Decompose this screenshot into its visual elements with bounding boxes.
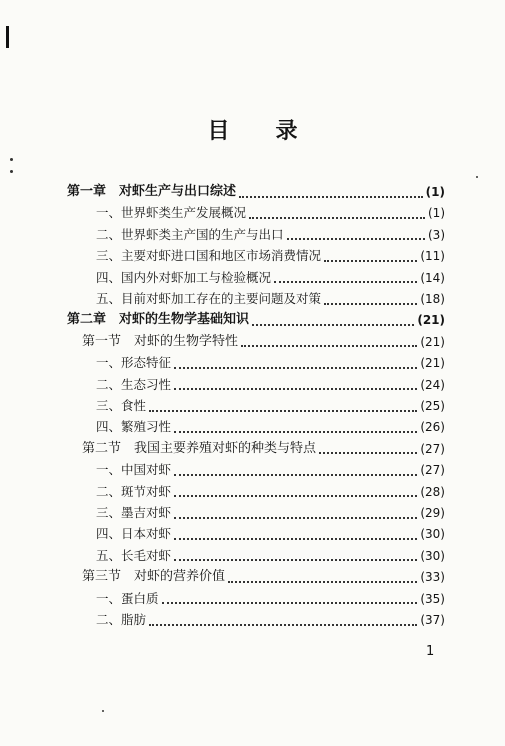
dot-leader: [174, 558, 417, 561]
page-number: 1: [426, 644, 435, 659]
toc-entry-label: 四、日本对虾: [96, 526, 172, 542]
toc-entry-page: (21): [420, 356, 445, 371]
toc-item: [96, 353, 445, 373]
toc-entry-page: (37): [420, 613, 445, 627]
toc-entry-label: 一、形态特征: [96, 355, 172, 371]
toc-entry-page: (30): [420, 548, 445, 563]
dot-leader: [249, 216, 425, 219]
dot-leader: [162, 601, 418, 604]
toc-item: [96, 225, 445, 245]
toc-entry-label: 三、食性: [96, 398, 147, 413]
dot-leader: [252, 323, 414, 326]
toc-item: [96, 268, 445, 288]
dot-leader: [174, 366, 417, 369]
toc-entry-label: 第一节 对虾的生物学特性: [82, 333, 239, 349]
toc-entry-page: (33): [420, 570, 445, 585]
toc-entry-label: 二、斑节对虾: [96, 483, 172, 499]
dot-leader: [174, 387, 417, 390]
toc-entry-label: 第二章 对虾的生物学基础知识: [67, 312, 250, 328]
toc-entry-page: (1): [428, 206, 445, 221]
toc-item: [96, 610, 445, 630]
dot-leader: [324, 302, 417, 305]
dot-leader: [174, 473, 417, 476]
toc-item: [96, 482, 445, 502]
toc-item: [96, 460, 445, 480]
toc-entry-label: 一、中国对虾: [96, 462, 172, 478]
toc-entry-label: 第二节 我国主要养殖对虾的种类与特点: [82, 440, 317, 456]
dot-leader: [149, 623, 417, 626]
toc-entry-label: 五、长毛对虾: [96, 547, 172, 563]
toc-chapter: [67, 310, 445, 330]
toc-entry-label: 第三节 对虾的营养价值: [82, 569, 226, 585]
dot-leader: [174, 430, 417, 433]
toc-item: [96, 203, 445, 223]
toc-entry-page: (27): [420, 441, 445, 456]
page-title: [0, 114, 505, 145]
scan-speck: [10, 170, 13, 173]
toc-entry-page: (25): [420, 399, 445, 413]
scan-margin-mark: [6, 26, 9, 48]
toc-entry-page: (18): [420, 292, 445, 306]
toc-chapter: [67, 182, 445, 202]
dot-leader: [274, 280, 417, 283]
dot-leader: [241, 344, 417, 347]
toc-entry-page: (24): [420, 377, 445, 392]
toc-item: [96, 546, 445, 566]
toc-entry-label: 二、世界虾类主产国的生产与出口: [96, 226, 284, 242]
dot-leader: [287, 237, 425, 240]
dot-leader: [174, 516, 417, 519]
dot-leader: [174, 494, 417, 497]
toc-item: [96, 417, 445, 437]
toc-entry-label: 三、墨吉对虾: [96, 505, 172, 520]
toc-entry-page: (29): [420, 506, 445, 520]
toc-entry-label: 二、生态习性: [96, 376, 172, 392]
toc-entry-page: (21): [420, 334, 445, 349]
toc-section: [82, 439, 445, 459]
toc-entry-label: 四、繁殖习性: [96, 419, 172, 435]
scan-speck: [10, 158, 13, 161]
toc-item: [96, 246, 445, 266]
toc-entry-page: (28): [420, 484, 445, 499]
title-char-left: 目: [207, 118, 230, 144]
toc-item: [96, 396, 445, 416]
scan-speck: [476, 176, 478, 178]
toc-entry-page: (14): [420, 270, 445, 285]
toc-entry-label: 二、脂肪: [96, 612, 147, 627]
toc-section: [82, 332, 445, 352]
dot-leader: [319, 451, 417, 454]
toc-entry-label: 五、目前对虾加工存在的主要问题及对策: [96, 291, 322, 306]
title-char-right: 录: [275, 118, 298, 144]
toc-entry-label: 一、世界虾类生产发展概况: [96, 205, 247, 221]
toc-section: [82, 567, 445, 587]
toc-entry-label: 第一章 对虾生产与出口综述: [67, 184, 237, 199]
toc-entry-page: (3): [428, 227, 445, 242]
toc-item: [96, 503, 445, 523]
dot-leader: [174, 537, 417, 540]
toc-entry-page: (26): [420, 420, 445, 435]
toc-entry-page: (21): [417, 313, 445, 328]
toc-item: [96, 289, 445, 309]
toc-entry-label: 四、国内外对虾加工与检验概况: [96, 269, 272, 285]
toc-entry-label: 三、主要对虾进口国和地区市场消费情况: [96, 248, 322, 264]
dot-leader: [239, 195, 423, 198]
dot-leader: [228, 580, 417, 583]
toc-item: [96, 589, 445, 609]
toc-entry-page: (30): [420, 527, 445, 542]
toc-entry-page: (27): [420, 463, 445, 478]
toc-entry-page: (1): [425, 185, 445, 199]
toc-entry-page: (11): [420, 249, 445, 264]
toc-entry-page: (35): [420, 591, 445, 606]
dot-leader: [324, 259, 417, 262]
dot-leader: [149, 409, 417, 412]
scan-speck: [102, 710, 104, 712]
toc-entry-label: 一、蛋白质: [96, 590, 159, 606]
toc-item: [96, 375, 445, 395]
toc-item: [96, 524, 445, 544]
